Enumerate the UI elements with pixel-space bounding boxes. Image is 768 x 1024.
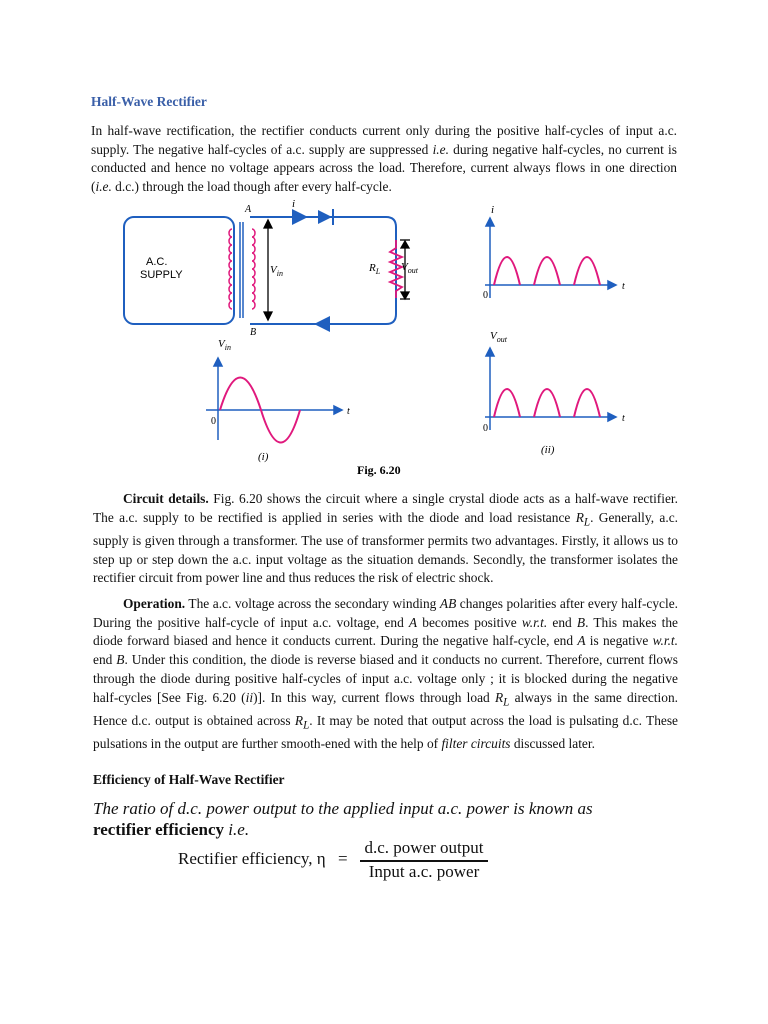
label-current-i: i <box>292 198 296 210</box>
graph-origin-1: 0 <box>483 290 488 301</box>
diode <box>318 209 333 225</box>
label-a: A <box>245 204 252 215</box>
graph-t-label-3: t <box>622 413 625 424</box>
transformer-secondary-coil <box>252 229 255 309</box>
graph-i-label: i <box>491 204 495 216</box>
transformer-primary-coil <box>229 229 232 309</box>
efficiency-definition: The ratio of d.c. power output to the applied input a.c. power is known as rectifier efficiency i.e. <box>93 799 593 839</box>
graph-t-label-2: t <box>347 406 350 417</box>
transformer <box>229 229 255 309</box>
graph-vin-label: $V_{in}$ <box>218 338 231 352</box>
supply-label-1: A.C. <box>146 256 168 268</box>
supply-label-2: SUPPLY <box>140 269 183 281</box>
current-waveform <box>494 257 600 285</box>
sub-ii: (ii) <box>541 444 555 456</box>
label-b: B <box>250 327 257 338</box>
figure-caption: Fig. 6.20 <box>357 463 401 477</box>
efficiency-numerator: d.c. power output <box>364 838 484 857</box>
graph-vout-label: $V_{out}$ <box>490 330 507 344</box>
graph-t-label-1: t <box>622 281 625 292</box>
efficiency-heading: Efficiency of Half-Wave Rectifier <box>93 772 285 787</box>
operation-paragraph: Operation. The a.c. voltage across the secondary winding AB changes polarities after every half-cycle. During the positive half-cycle of input a.c. voltage, end A becomes positive w.r.t. end B. This makes the diode forward biased and hence it conducts current. During the negative half-cycle, end A is negative w.r.t. end B. Under this condition, the diode is reverse biased and it conducts no current. Therefore, current flows through the diode during positive half-cycles of input a.c. voltage only ; it is blocked during the negative half-cycles [See Fig. 6.20 (ii)]. In this way, current flows through load $R_L$ always in the same direction. Hence d.c. output is obtained across $R_L$. It may be noted that output across the load is pulsating d.c. These pulsations in the output are further smooth-ened with the help of filter circuits discussed later. <box>93 596 679 752</box>
graph-vin <box>206 358 342 440</box>
vin-label: $V_{in}$ <box>270 264 283 278</box>
vout-waveform <box>494 389 600 417</box>
intro-paragraph: In half-wave rectification, the rectifier conducts current only during the positive half-cycles of input a.c. supply. The negative half-cycles of a.c. supply are suppressed i.e. during negative half-cycles, no current is conducted and hence no voltage appears across the load. Therefore, current always flows in one direction (i.e. d.c.) through the load though after every half-cycle. <box>91 123 677 195</box>
sub-i: (i) <box>258 451 269 463</box>
efficiency-formula-label: Rectifier efficiency, η <box>178 849 326 868</box>
section-title: Half-Wave Rectifier <box>91 94 207 109</box>
efficiency-denominator: Input a.c. power <box>368 862 480 881</box>
transformer-core <box>240 222 243 318</box>
graph-origin-3: 0 <box>483 423 488 434</box>
graph-origin-2: 0 <box>211 416 216 427</box>
rl-label: $R_L$ <box>369 262 381 276</box>
efficiency-formula-equals: = <box>338 849 348 868</box>
vout-label: $V_{out}$ <box>401 261 418 275</box>
figure-6-20 <box>0 0 768 480</box>
circuit-details-paragraph: Circuit details. Fig. 6.20 shows the circuit where a single crystal diode acts as a half-wave rectifier. The a.c. supply to be rectified is applied in series with the diode and load resistance $R_L$. Generally, a.c. supply is given through a transformer. The use of transformer permits two advantages. Firstly, it allows us to step up or step down the a.c. input voltage as the situation demands. Secondly, the transformer isolates the rectifier circuit from power line and thus reduces the risk of electric shock. <box>93 491 678 586</box>
